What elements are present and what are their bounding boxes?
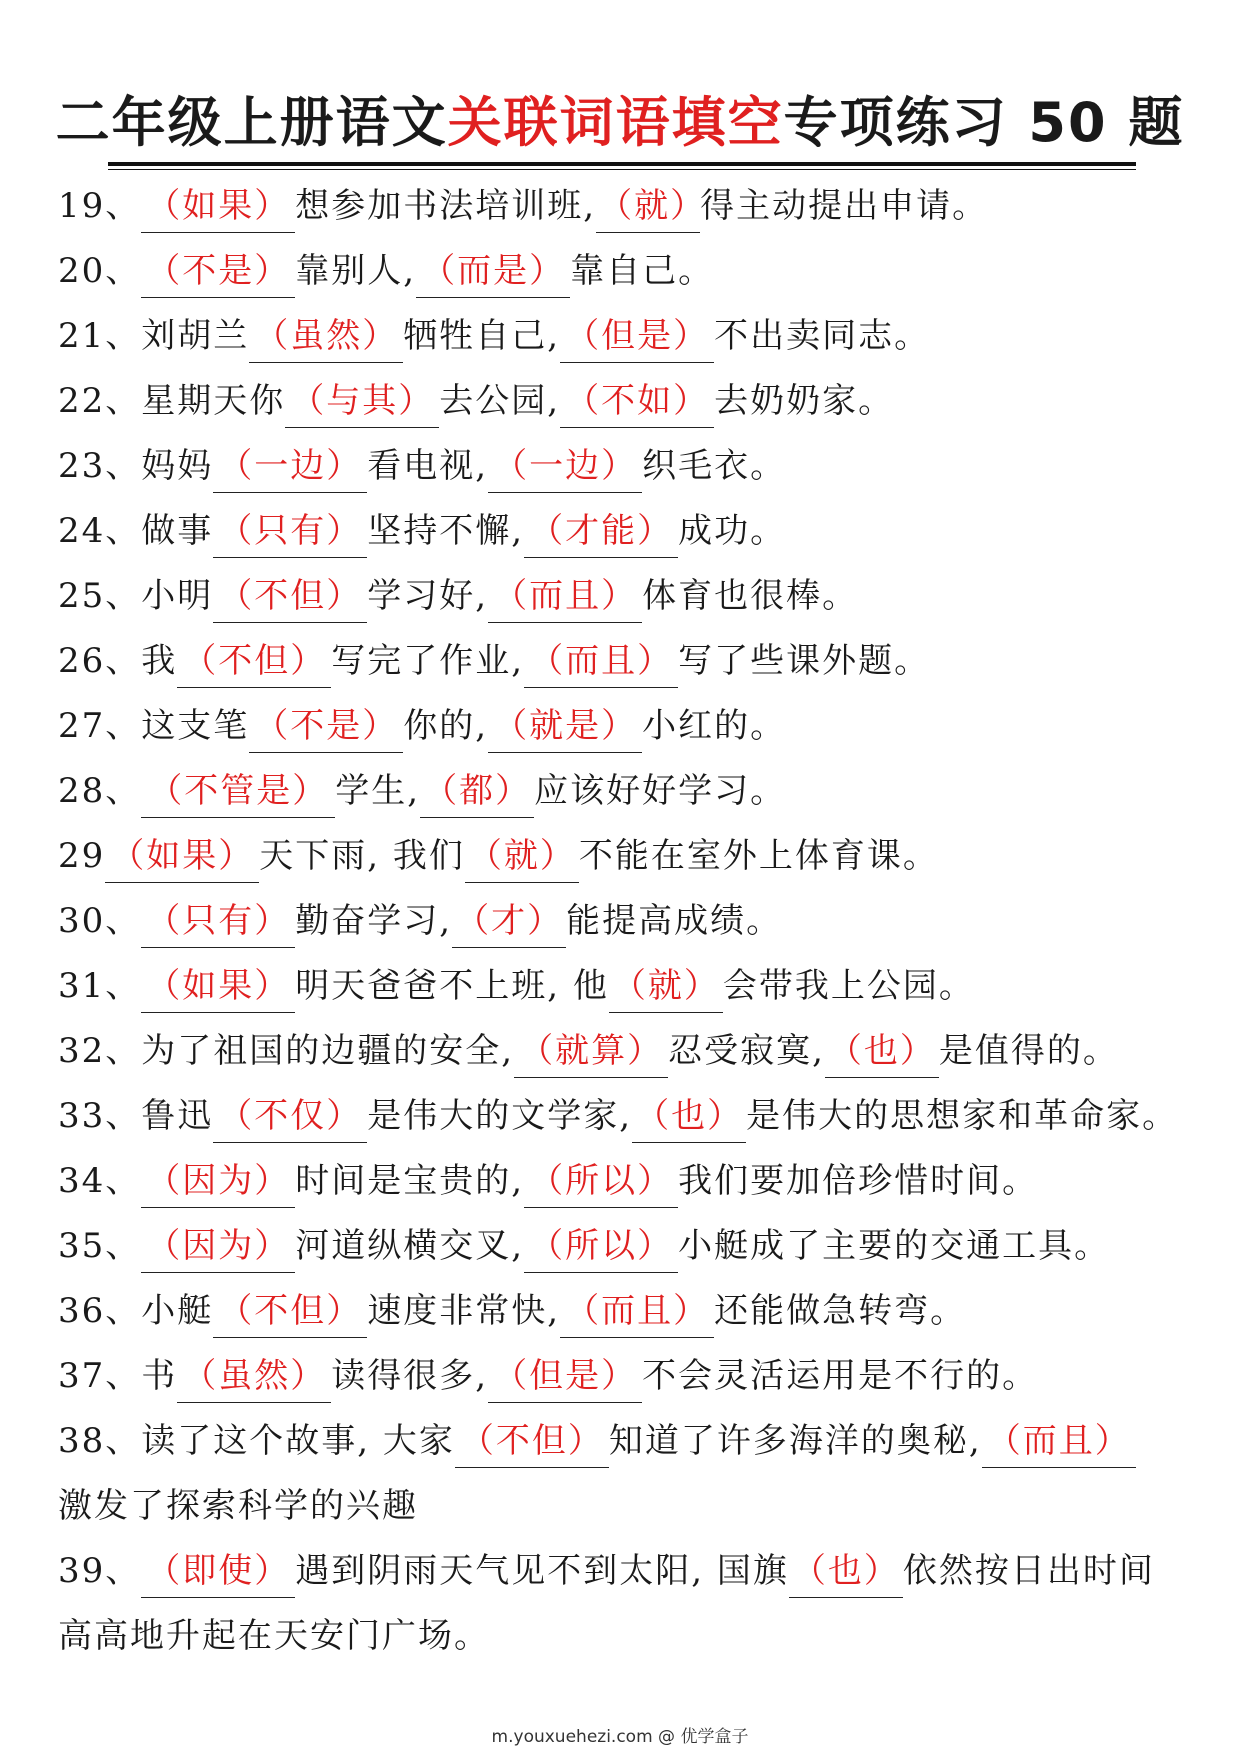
question-text: 19、 — [58, 186, 142, 226]
exercise-line — [58, 696, 1198, 761]
answer-blank: （才） — [452, 895, 566, 948]
exercise-line — [58, 566, 1198, 631]
question-text: 读得很多, — [331, 1356, 489, 1396]
title-part2: 关联词语填空 — [447, 91, 784, 154]
question-text: 靠别人, — [295, 251, 417, 291]
answer-blank: （就算） — [514, 1025, 668, 1078]
answer-blank: （而且） — [524, 635, 678, 688]
answer-blank: （不但） — [213, 1285, 367, 1338]
title-part3: 专项练习 50 题 — [783, 91, 1185, 154]
exercise-line — [58, 1411, 1198, 1476]
answer-blank: （不是） — [141, 245, 295, 298]
question-text: 激发了探索科学的兴趣 — [58, 1486, 418, 1526]
question-text: 勤奋学习, — [295, 901, 453, 941]
question-text: 天下雨, 我们 — [259, 836, 465, 876]
question-text: 去公园, — [439, 381, 561, 421]
question-text: 28、 — [58, 771, 142, 811]
exercise-line — [58, 176, 1198, 241]
question-text: 应该好好学习。 — [534, 771, 787, 811]
answer-blank: （才能） — [524, 505, 678, 558]
answer-blank: （而且） — [982, 1415, 1136, 1468]
answer-blank: （就） — [596, 180, 700, 233]
question-text: 36、小艇 — [58, 1291, 214, 1331]
question-text: 明天爸爸不上班, 他 — [295, 966, 609, 1006]
question-text: 还能做急转弯。 — [714, 1291, 967, 1331]
question-text: 遇到阴雨天气见不到太阳, 国旗 — [295, 1551, 789, 1591]
title-part1: 二年级上册语文 — [55, 91, 448, 154]
question-text: 不出卖同志。 — [714, 316, 931, 356]
question-text: 成功。 — [678, 511, 787, 551]
question-text: 能提高成绩。 — [566, 901, 783, 941]
question-text: 想参加书法培训班, — [295, 186, 597, 226]
question-text: 是值得的。 — [938, 1031, 1119, 1071]
question-text: 去奶奶家。 — [714, 381, 895, 421]
exercise-line — [58, 501, 1198, 566]
exercise-line — [58, 1021, 1198, 1086]
answer-blank: （但是） — [560, 310, 714, 363]
answer-blank: （只有） — [213, 505, 367, 558]
question-text: 27、这支笔 — [58, 706, 250, 746]
question-text: 20、 — [58, 251, 142, 291]
exercise-line — [58, 891, 1198, 956]
answer-blank: （因为） — [141, 1220, 295, 1273]
question-text: 不会灵活运用是不行的。 — [642, 1356, 1039, 1396]
exercise-line — [58, 1346, 1198, 1411]
exercise-line — [58, 1086, 1198, 1151]
answer-blank: （不但） — [177, 635, 331, 688]
answer-blank: （所以） — [524, 1155, 678, 1208]
exercise-line — [58, 1541, 1198, 1606]
exercise-line — [58, 371, 1198, 436]
question-text: 我们要加倍珍惜时间。 — [678, 1161, 1039, 1201]
question-text: 小红的。 — [642, 706, 787, 746]
exercise-line — [58, 1606, 1198, 1671]
exercise-line — [58, 761, 1198, 826]
answer-blank: （都） — [420, 765, 534, 818]
question-text: 坚持不懈, — [367, 511, 525, 551]
question-text: 得主动提出申请。 — [700, 186, 989, 226]
question-text: 写了些课外题。 — [678, 641, 931, 681]
question-text: 河道纵横交叉, — [295, 1226, 525, 1266]
question-text: 37、书 — [58, 1356, 178, 1396]
question-text: 小艇成了主要的交通工具。 — [678, 1226, 1111, 1266]
exercise-line — [58, 1476, 1198, 1541]
answer-blank: （但是） — [488, 1350, 642, 1403]
question-text: 39、 — [58, 1551, 142, 1591]
question-text: 32、为了祖国的边疆的安全, — [58, 1031, 515, 1071]
answer-blank: （如果） — [141, 960, 295, 1013]
answer-blank: （如果） — [105, 830, 259, 883]
answer-blank: （就是） — [488, 700, 642, 753]
answer-blank: （不如） — [560, 375, 714, 428]
question-text: 34、 — [58, 1161, 142, 1201]
question-text: 织毛衣。 — [642, 446, 787, 486]
exercise-line — [58, 956, 1198, 1021]
answer-blank: （而是） — [416, 245, 570, 298]
title-rule-thin — [108, 169, 1136, 170]
question-text: 时间是宝贵的, — [295, 1161, 525, 1201]
answer-blank: （因为） — [141, 1155, 295, 1208]
question-text: 是伟大的文学家, — [367, 1096, 633, 1136]
answer-blank: （不但） — [455, 1415, 609, 1468]
exercise-line — [58, 306, 1198, 371]
answer-blank: （只有） — [141, 895, 295, 948]
title-rule-thick — [108, 162, 1136, 166]
question-text: 26、我 — [58, 641, 178, 681]
answer-blank: （也） — [632, 1090, 746, 1143]
answer-blank: （而且） — [560, 1285, 714, 1338]
question-text: 牺牲自己, — [403, 316, 561, 356]
answer-blank: （所以） — [524, 1220, 678, 1273]
page-title — [0, 88, 1240, 158]
footer-source: m.youxuehezi.com @ 优学盒子 — [491, 1727, 749, 1747]
question-text: 学习好, — [367, 576, 489, 616]
answer-blank: （也） — [825, 1025, 939, 1078]
question-text: 会带我上公园。 — [722, 966, 975, 1006]
exercise-line — [58, 1281, 1198, 1346]
question-text: 体育也很棒。 — [642, 576, 859, 616]
question-text: 24、做事 — [58, 511, 214, 551]
question-text: 38、读了这个故事, 大家 — [58, 1421, 455, 1461]
question-text: 35、 — [58, 1226, 142, 1266]
exercise-line — [58, 241, 1198, 306]
question-text: 30、 — [58, 901, 142, 941]
answer-blank: （如果） — [141, 180, 295, 233]
question-text: 22、星期天你 — [58, 381, 286, 421]
question-text: 不能在室外上体育课。 — [578, 836, 939, 876]
answer-blank: （不是） — [249, 700, 403, 753]
answer-blank: （就） — [465, 830, 579, 883]
question-text: 看电视, — [367, 446, 489, 486]
question-text: 25、小明 — [58, 576, 214, 616]
exercise-line — [58, 631, 1198, 696]
question-text: 靠自己。 — [570, 251, 715, 291]
question-text: 忍受寂寞, — [668, 1031, 825, 1071]
answer-blank: （就） — [609, 960, 723, 1013]
answer-blank: （一边） — [488, 440, 642, 493]
question-text: 速度非常快, — [367, 1291, 561, 1331]
question-text: 你的, — [403, 706, 489, 746]
question-text: 23、妈妈 — [58, 446, 214, 486]
question-text: 依然按日出时间 — [902, 1551, 1155, 1591]
question-text: 31、 — [58, 966, 142, 1006]
answer-blank: （虽然） — [177, 1350, 331, 1403]
question-text: 高高地升起在天安门广场。 — [58, 1616, 490, 1656]
question-text: 是伟大的思想家和革命家。 — [746, 1096, 1179, 1136]
answer-blank: （即使） — [141, 1545, 295, 1598]
answer-blank: （也） — [789, 1545, 903, 1598]
exercise-line — [58, 1151, 1198, 1216]
answer-blank: （虽然） — [249, 310, 403, 363]
answer-blank: （而且） — [488, 570, 642, 623]
exercise-line — [58, 1216, 1198, 1281]
question-text: 学生, — [335, 771, 421, 811]
answer-blank: （一边） — [213, 440, 367, 493]
answer-blank: （与其） — [285, 375, 439, 428]
question-text: 写完了作业, — [331, 641, 525, 681]
exercise-line — [58, 826, 1198, 891]
question-text: 知道了许多海洋的奥秘, — [608, 1421, 982, 1461]
question-text: 21、刘胡兰 — [58, 316, 250, 356]
answer-blank: （不但） — [213, 570, 367, 623]
answer-blank: （不管是） — [141, 765, 335, 818]
exercise-list — [58, 176, 1198, 1671]
answer-blank: （不仅） — [213, 1090, 367, 1143]
exercise-line — [58, 436, 1198, 501]
question-text: 29 — [58, 836, 106, 876]
question-text: 33、鲁迅 — [58, 1096, 214, 1136]
